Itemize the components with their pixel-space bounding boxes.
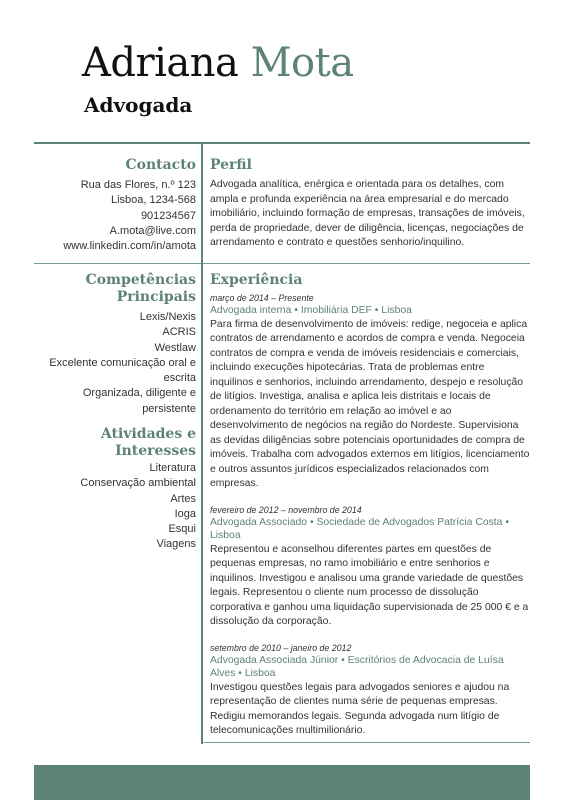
candidate-name bbox=[82, 38, 354, 88]
activities-heading bbox=[34, 426, 196, 460]
activities-heading-line2: Interesses bbox=[115, 443, 196, 459]
job-description: Investigou questões legais para advogados seniores e ajudou na representação de clientes numa série de pequenas empresas. Redigiu memorandos legais. Segunda advogada num litígio de telecomunicações multimilionário. bbox=[210, 681, 510, 737]
first-name: Adriana bbox=[82, 40, 239, 86]
experience-heading: Experiência bbox=[210, 272, 303, 288]
job-entry bbox=[210, 642, 530, 739]
activity-item: Esqui bbox=[168, 523, 196, 536]
contact-address: Rua das Flores, n.º 123 bbox=[80, 179, 196, 191]
activity-item: Ioga bbox=[174, 507, 196, 520]
job-description: Representou e aconselhou diferentes partes em questões de pequenas empresas, no ramo imobiliário e entre senhorios e inquilinos. Investigou e analisou uma grande variedade de questões legais. Representou o cliente num processo de dissolução corporativa e ganhou uma liquidação supervisionada de 25 000 € e a dissolução da corporação. bbox=[210, 543, 529, 628]
footer-band bbox=[34, 765, 530, 800]
job-entry bbox=[210, 292, 530, 492]
skills-heading-line1: Competências bbox=[85, 272, 196, 288]
skills-heading bbox=[34, 272, 196, 306]
job-description: Para firma de desenvolvimento de imóveis: redige, negoceia e aplica contratos de arrendamento e acordos de compra e venda. Negoceia contratos de compra e venda de imóveis residenciais e comerciais, incluindo execuções hipotecárias. Trata de problemas entre inquilinos e senhorios, incluindo arrendamento, despejo e resolução de litígios. Investiga, analisa e aplica leis distritais e locais de ordenamento do território em relação ao imóvel e ao desenvolvimento de negócios na região do Nordeste. Supervisiona as devidas diligências sobre potenciais oportunidades de compra de imóveis. Trabalha com advogados externos em litígios, licenciamento e outros assuntos jurídicos especializados relacionados com empresas. bbox=[210, 318, 530, 490]
skill-item: Lexis/Nexis bbox=[139, 311, 196, 323]
activity-item: Artes bbox=[170, 492, 196, 505]
skill-item: ACRIS bbox=[162, 326, 196, 339]
skills-heading-line2: Principais bbox=[116, 289, 196, 305]
job-title: Advogada Associado • Sociedade de Advogados Patrícia Costa • Lisboa bbox=[210, 516, 509, 542]
skill-item: Westlaw bbox=[154, 341, 196, 354]
contact-heading: Contacto bbox=[125, 157, 196, 173]
job-dates: setembro de 2010 – janeiro de 2012 bbox=[210, 642, 352, 653]
left-divider-1 bbox=[34, 263, 201, 264]
skills-section bbox=[34, 272, 196, 417]
profile-section bbox=[210, 157, 530, 251]
skill-item: Excelente comunicação oral e escrita bbox=[49, 356, 196, 385]
job-title: Advogada Associada Júnior • Escritórios de Advocacia de Luísa Alves • Lisboa bbox=[210, 654, 504, 680]
activity-item: Viagens bbox=[156, 538, 196, 551]
job-dates: fevereiro de 2012 – novembro de 2014 bbox=[210, 504, 362, 515]
profile-text: Advogada analítica, enérgica e orientada para os detalhes, com ampla e profunda experiência na área empresarial e do mercado imobiliário, incluindo formação de empresas, transações de imóveis, perda de propriedade, dever de diligência, licenças, negociações de arrendamento e contrato e questões senhorio/inquilino. bbox=[210, 179, 525, 248]
contact-section bbox=[34, 157, 196, 254]
contact-phone: 901234567 bbox=[140, 209, 196, 222]
right-divider-1 bbox=[203, 263, 530, 264]
last-name: Mota bbox=[250, 40, 354, 86]
candidate-role: Advogada bbox=[84, 93, 193, 117]
job-entry bbox=[210, 504, 530, 630]
contact-linkedin[interactable]: www.linkedin.com/in/amota bbox=[63, 240, 196, 253]
activities-section bbox=[34, 426, 196, 553]
activity-item: Literatura bbox=[149, 462, 196, 474]
experience-section bbox=[210, 272, 530, 751]
profile-heading: Perfil bbox=[210, 157, 252, 173]
contact-city: Lisboa, 1234-568 bbox=[110, 194, 196, 207]
activity-item: Conservação ambiental bbox=[80, 477, 196, 490]
skill-item: Organizada, diligente e persistente bbox=[82, 387, 196, 415]
job-dates: março de 2014 – Presente bbox=[210, 293, 314, 303]
header-divider bbox=[34, 142, 530, 144]
job-title: Advogada interna • Imobiliária DEF • Lisboa bbox=[210, 305, 412, 316]
column-divider bbox=[201, 144, 203, 744]
contact-email[interactable]: A.mota@live.com bbox=[109, 224, 196, 237]
activities-heading-line1: Atividades e bbox=[100, 426, 196, 442]
